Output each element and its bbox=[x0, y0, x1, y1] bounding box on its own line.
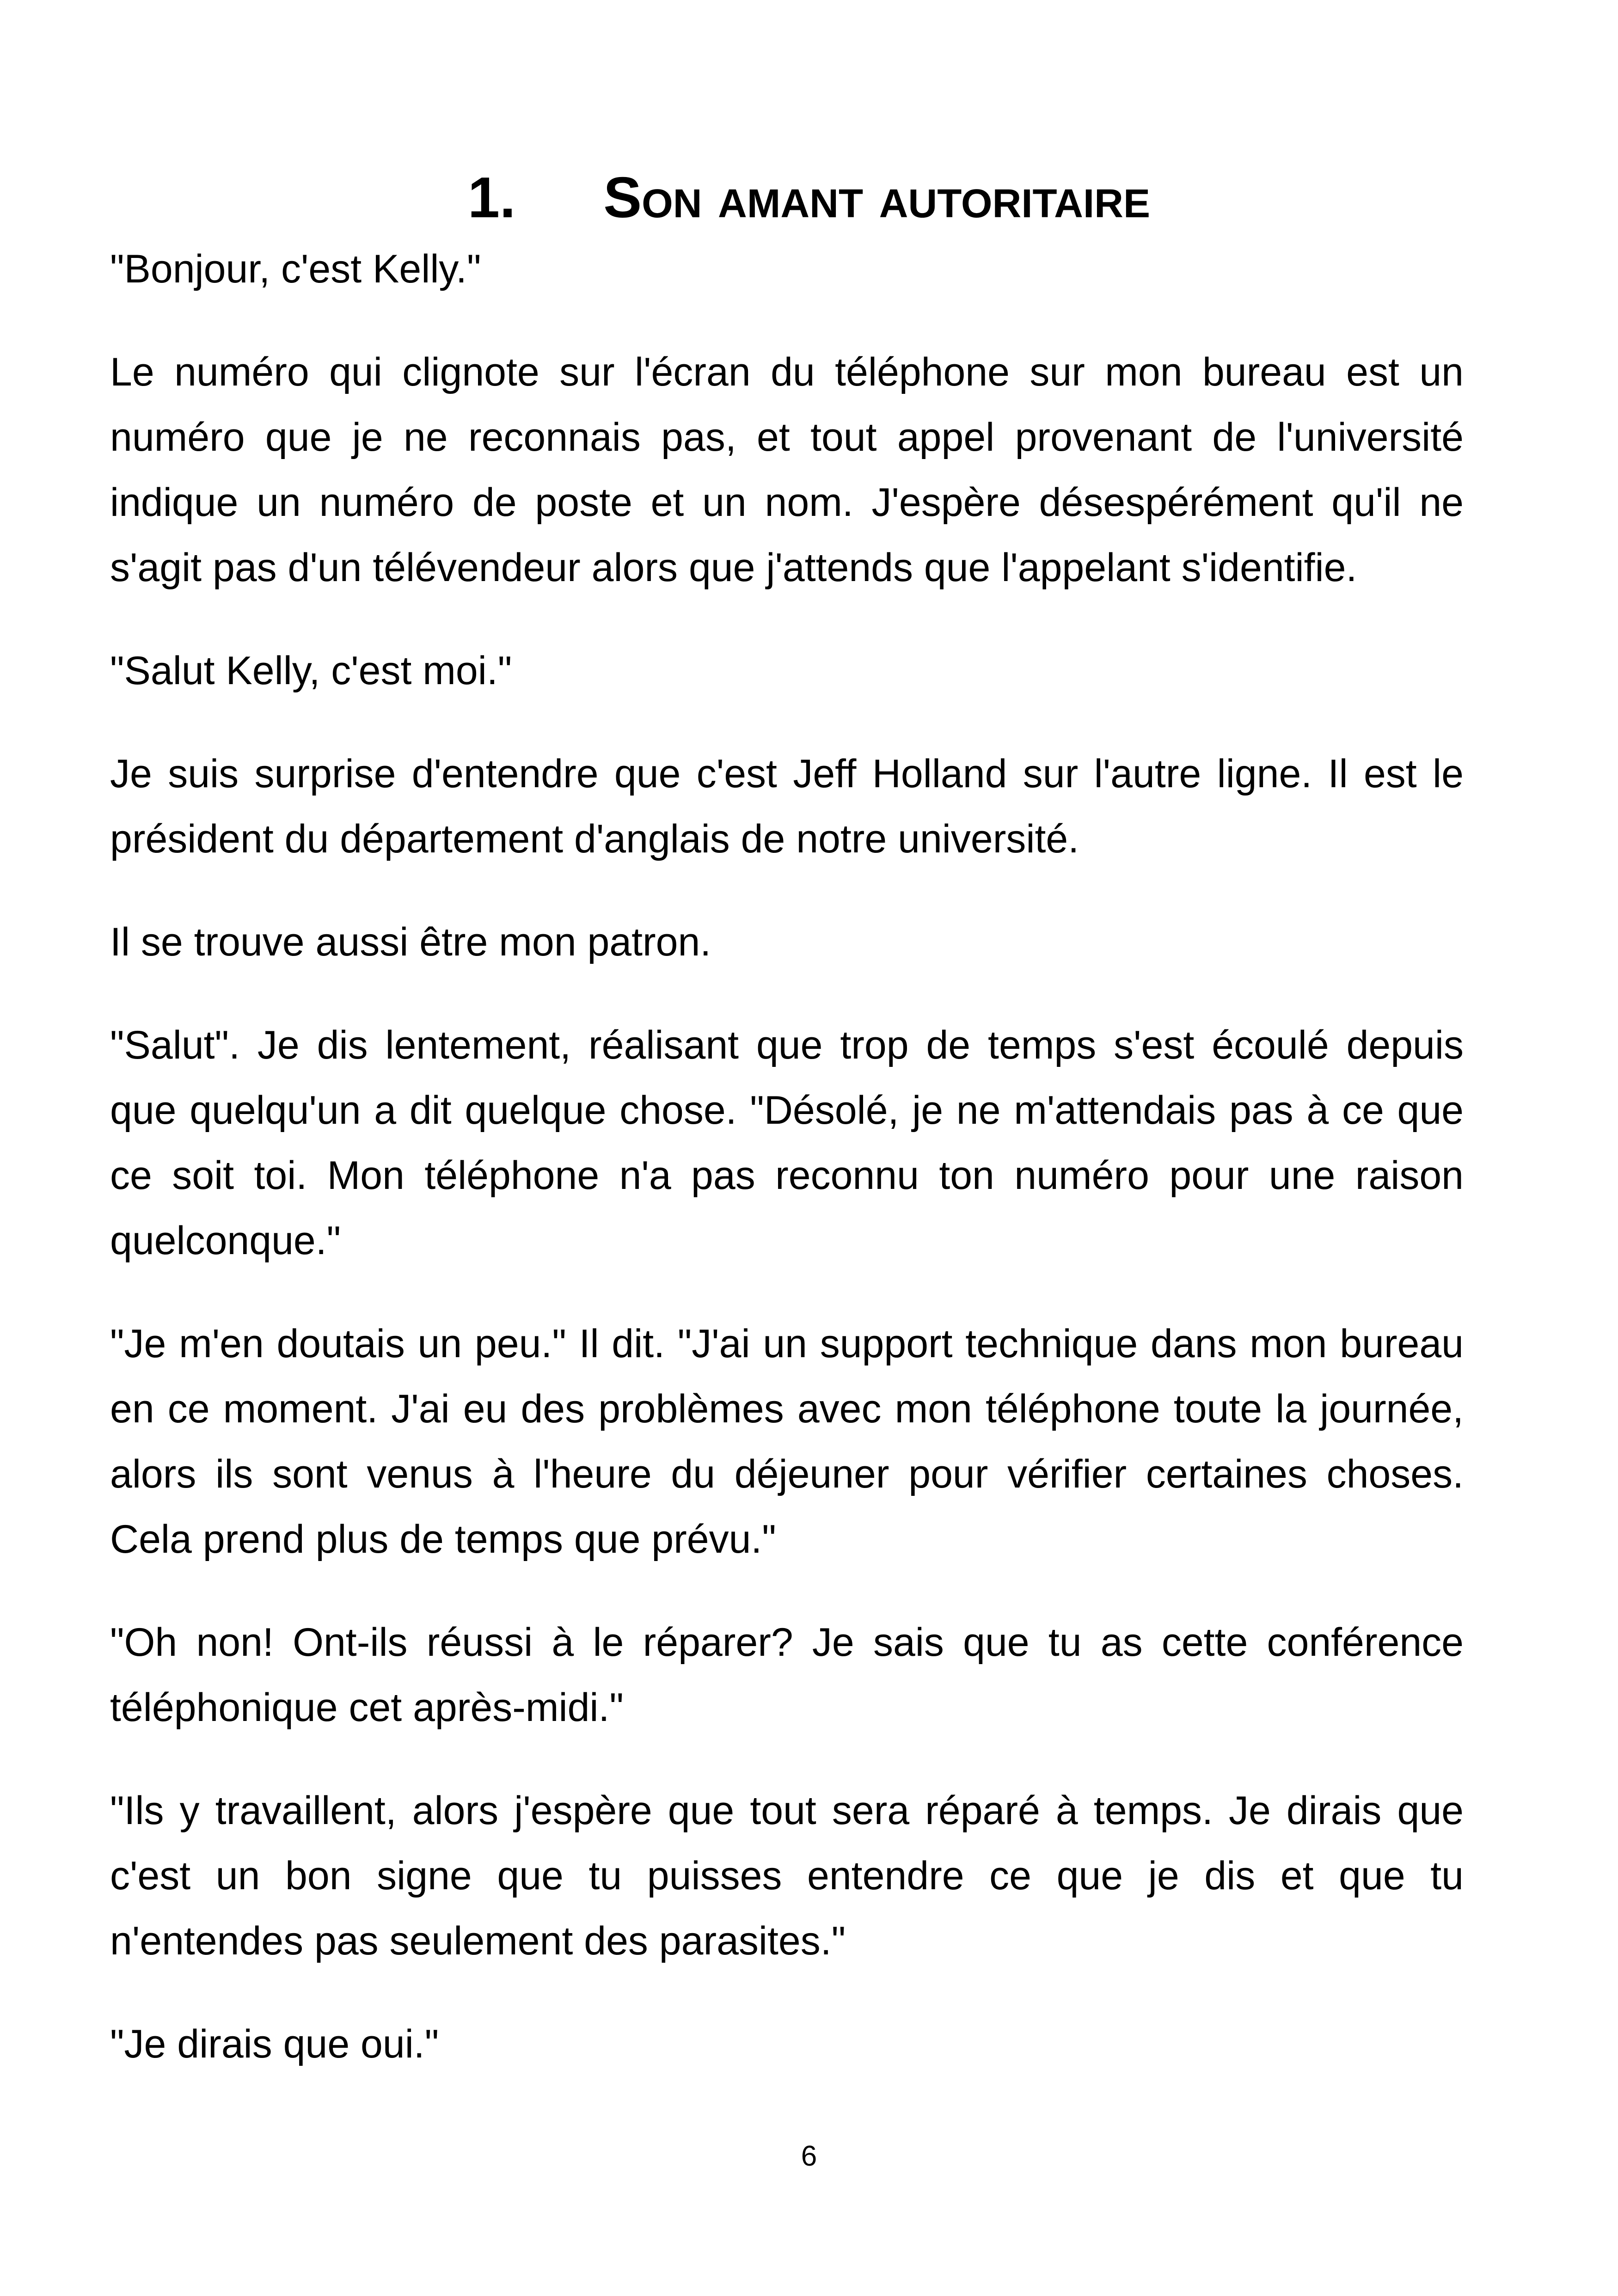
chapter-title: Son amant autoritaire bbox=[603, 166, 1151, 230]
chapter-number: 1. bbox=[467, 166, 516, 230]
paragraph: "Je m'en doutais un peu." Il dit. "J'ai un support technique dans mon bureau en ce moment. J'ai eu des problèmes avec mon téléphone toute la journée, alors ils sont venus à l'heure du déjeuner pour vérifier certaines choses. Cela prend plus de temps que prévu." bbox=[110, 1322, 1464, 1561]
paragraph: Je suis surprise d'entendre que c'est Jeff Holland sur l'autre ligne. Il est le président du département d'anglais de notre université. bbox=[110, 752, 1464, 861]
paragraph: Le numéro qui clignote sur l'écran du téléphone sur mon bureau est un numéro que je ne reconnais pas, et tout appel provenant de l'université indique un numéro de poste et un nom. J'espère désespérément qu'il ne s'agit pas d'un télévendeur alors que j'attends que l'appelant s'identifie. bbox=[110, 350, 1464, 590]
paragraph: "Ils y travaillent, alors j'espère que tout sera réparé à temps. Je dirais que c'est un bon signe que tu puisses entendre ce que je dis et que tu n'entendes pas seulement des parasites." bbox=[110, 1788, 1464, 1963]
paragraph: Il se trouve aussi être mon patron. bbox=[110, 920, 711, 964]
chapter-heading bbox=[0, 161, 1618, 235]
paragraph: "Je dirais que oui." bbox=[110, 2022, 439, 2066]
paragraph: "Oh non! Ont-ils réussi à le réparer? Je sais que tu as cette conférence téléphonique cet après-midi." bbox=[110, 1620, 1464, 1730]
paragraph: "Salut". Je dis lentement, réalisant que trop de temps s'est écoulé depuis que quelqu'un a dit quelque chose. "Désolé, je ne m'attendais pas à ce que ce soit toi. Mon téléphone n'a pas reconnu ton numéro pour une raison quelconque." bbox=[110, 1023, 1464, 1263]
page-number: 6 bbox=[801, 2140, 817, 2172]
paragraph: "Salut Kelly, c'est moi." bbox=[110, 649, 512, 693]
paragraph: "Bonjour, c'est Kelly." bbox=[110, 247, 481, 291]
body-text bbox=[110, 237, 1464, 2115]
